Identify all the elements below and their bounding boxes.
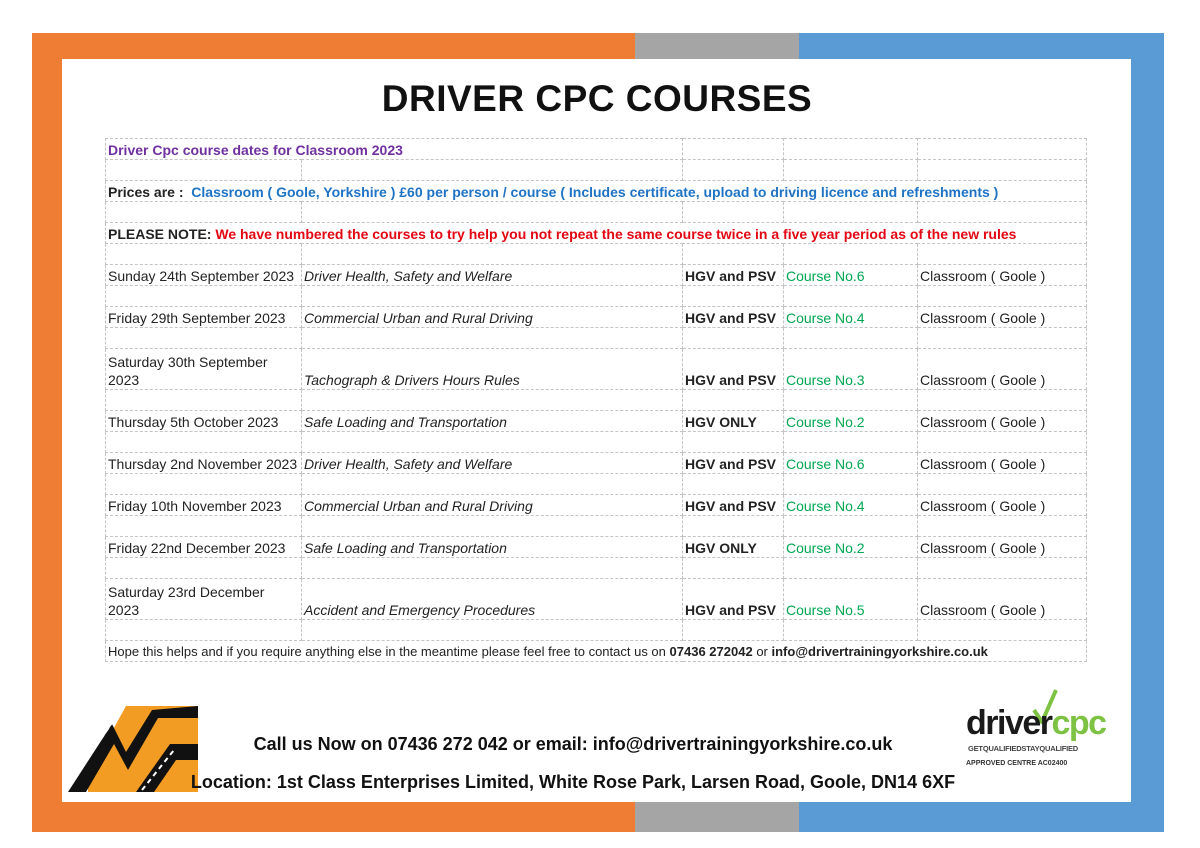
course-location: Classroom ( Goole ): [918, 349, 1087, 390]
border-gray-bottom: [635, 802, 799, 832]
table-row: [106, 453, 1087, 474]
course-name: Accident and Emergency Procedures: [302, 579, 683, 620]
logo-tagline: GETQUALIFIEDSTAYQUALIFIED: [968, 744, 1079, 753]
closing-phone[interactable]: 07436 272042: [669, 644, 753, 659]
course-vehicle: HGV and PSV: [683, 495, 784, 516]
course-name: Driver Health, Safety and Welfare: [302, 453, 683, 474]
page-title: DRIVER CPC COURSES: [381, 78, 813, 119]
course-date: Friday 29th September 2023: [106, 307, 302, 328]
course-vehicle: HGV and PSV: [683, 453, 784, 474]
course-number: Course No.2: [784, 411, 918, 432]
closing-text: Hope this helps and if you require anything else in the meantime please feel free to contact us on: [108, 644, 666, 659]
prices-text: Classroom ( Goole, Yorkshire ) £60 per person / course ( Includes certificate, upload to driving licence and refreshments ): [191, 184, 999, 200]
table-row: [106, 579, 1087, 620]
table-row: [106, 495, 1087, 516]
closing-row: [106, 641, 1087, 662]
course-vehicle: HGV and PSV: [683, 579, 784, 620]
prices-row: [106, 181, 1087, 202]
course-date: Thursday 5th October 2023: [106, 411, 302, 432]
border-blue-right: [1131, 33, 1164, 832]
course-date: Friday 22nd December 2023: [106, 537, 302, 558]
course-number: Course No.3: [784, 349, 918, 390]
course-vehicle: HGV ONLY: [683, 411, 784, 432]
border-blue-bottom: [799, 802, 1164, 832]
course-date: Sunday 24th September 2023: [106, 265, 302, 286]
course-location: Classroom ( Goole ): [918, 579, 1087, 620]
border-orange-bottom: [32, 802, 635, 832]
closing-or: or: [756, 644, 768, 659]
course-location: Classroom ( Goole ): [918, 265, 1087, 286]
course-location: Classroom ( Goole ): [918, 495, 1087, 516]
border-orange-left: [32, 33, 62, 832]
course-number: Course No.2: [784, 537, 918, 558]
border-orange-top: [32, 33, 635, 59]
course-date: Saturday 30th September 2023: [106, 349, 302, 390]
course-name: Driver Health, Safety and Welfare: [302, 265, 683, 286]
table-row: [106, 537, 1087, 558]
course-number: Course No.5: [784, 579, 918, 620]
course-location: Classroom ( Goole ): [918, 307, 1087, 328]
note-text: We have numbered the courses to try help you not repeat the same course twice in a five year period as of the new rules: [215, 226, 1017, 242]
course-date: Saturday 23rd December 2023: [106, 579, 302, 620]
closing-email[interactable]: info@drivertrainingyorkshire.co.uk: [771, 644, 988, 659]
prices-label: Prices are :: [108, 184, 184, 200]
footer-location: Location: 1st Class Enterprises Limited, White Rose Park, Larsen Road, Goole, DN14 6XF: [190, 772, 956, 792]
dates-heading: Driver Cpc course dates for Classroom 2023: [106, 139, 683, 160]
footer-call: Call us Now on 07436 272 042 or email: info@drivertrainingyorkshire.co.uk: [253, 734, 893, 754]
course-name: Safe Loading and Transportation: [302, 537, 683, 558]
course-table: [105, 138, 1087, 662]
course-vehicle: HGV and PSV: [683, 265, 784, 286]
course-number: Course No.4: [784, 307, 918, 328]
course-number: Course No.6: [784, 453, 918, 474]
table-row: [106, 411, 1087, 432]
course-location: Classroom ( Goole ): [918, 411, 1087, 432]
dates-heading-row: [106, 139, 1087, 160]
course-vehicle: HGV and PSV: [683, 349, 784, 390]
course-name: Commercial Urban and Rural Driving: [302, 307, 683, 328]
course-location: Classroom ( Goole ): [918, 537, 1087, 558]
course-date: Thursday 2nd November 2023: [106, 453, 302, 474]
border-gray-top: [635, 33, 799, 59]
table-row: [106, 307, 1087, 328]
course-vehicle: HGV ONLY: [683, 537, 784, 558]
course-vehicle: HGV and PSV: [683, 307, 784, 328]
note-label: PLEASE NOTE:: [108, 226, 212, 242]
logo-word-driver: driver: [966, 704, 1052, 742]
course-name: Tachograph & Drivers Hours Rules: [302, 349, 683, 390]
border-blue-top: [799, 33, 1164, 59]
course-number: Course No.4: [784, 495, 918, 516]
driver-cpc-logo: [962, 688, 1122, 772]
table-row: [106, 349, 1087, 390]
course-number: Course No.6: [784, 265, 918, 286]
course-name: Safe Loading and Transportation: [302, 411, 683, 432]
course-date: Friday 10th November 2023: [106, 495, 302, 516]
course-location: Classroom ( Goole ): [918, 453, 1087, 474]
note-row: [106, 223, 1087, 244]
logo-word-cpc: cpc: [1051, 704, 1106, 742]
table-row: [106, 265, 1087, 286]
logo-approved-centre: APPROVED CENTRE AC02400: [966, 760, 1068, 767]
course-name: Commercial Urban and Rural Driving: [302, 495, 683, 516]
